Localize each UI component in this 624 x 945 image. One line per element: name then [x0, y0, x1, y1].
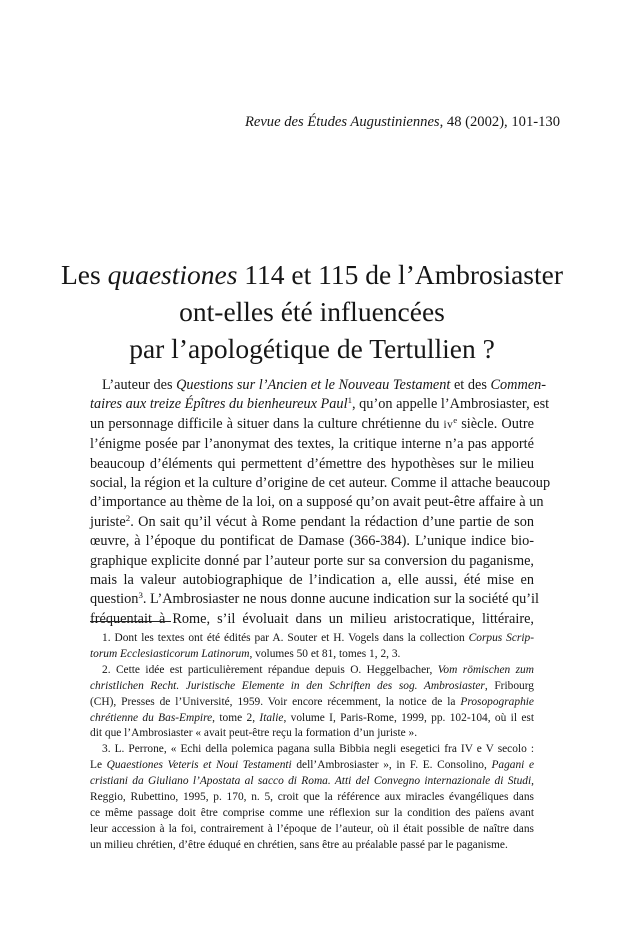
footnote-1: 1. Dont les textes ont été édités par A. Souter et H. Vogels dans la collection Corpus Scrip- [102, 632, 535, 644]
footnote-3: 3. L. Perrone, « Echi della polemica pagana sulla Bibbia negli esegetici fra IV e V secolo : [102, 743, 534, 756]
journal-volume: , 48 (2002), 101-130 [439, 114, 560, 130]
footnote-rule [90, 621, 171, 622]
text-line: juriste$^2$. On sait qu’il vécut à Rome pendant la rédaction d’une partie de son [90, 512, 534, 530]
article-title [30, 256, 594, 367]
footnote-2-cont: chrétienne du Bas-Empire, tome 2, Italie, volume I, Paris-Rome, 1999, pp. 102-104, où il est [90, 711, 534, 724]
footnote-3-cont: cristiani da Giuliano l’Apostata al sacco di Roma. Atti del Convegno internazionale di Studi, [90, 775, 534, 788]
footnote-3-cont: un milieu chrétien, d’être éduqué en chrétien, sans être au préalable passé par le paganisme. [90, 838, 508, 851]
text-line: mais la valeur autobiographique de l’indication a, elle aussi, été mise en [90, 572, 534, 589]
text-line: fréquentait à Rome, s’il évoluait dans un milieu aristocratique, littéraire, [90, 610, 534, 627]
journal-name: Revue des Études Augustiniennes [244, 114, 440, 130]
title-line: par l’apologétique de Tertullien ? [129, 333, 495, 364]
text-line: œuvre, à l’époque du pontificat de Damase (366-384). L’unique indice bio- [90, 533, 534, 550]
text-line: l’énigme posée par l’anonymat des textes, la critique interne n’a pas apporté [90, 436, 534, 453]
text-line: d’importance au thème de la loi, on a supposé qu’on avait peut-être affaire à un [90, 494, 544, 511]
footnote-2-cont: (CH), Presses de l’Université, 1959. Voir encore récemment, la notice de la Prosopographie [90, 695, 534, 708]
text-line: un personnage difficile à situer dans la culture chrétienne du $iv^e$ siècle. Outre [90, 414, 534, 432]
footnote-ref[interactable]: 2 [125, 512, 131, 523]
footnote-3-cont: Reggio, Rubettino, 1995, p. 170, n. 5, croit que la référence aux miracles évangéliques dans [90, 791, 534, 804]
footnote-ref[interactable]: 3 [138, 590, 143, 601]
title-line: Les quaestiones 114 et 115 de l’Ambrosiaster [60, 259, 564, 290]
running-head [0, 113, 560, 131]
footnote-3-cont: Le Quaestiones Veteris et Noui Testamenti dell’Ambrosiaster », in F. E. Consolino, Pagani e [90, 759, 535, 772]
footnote-3-cont: ce même passage doit être comprise comme une réflexion sur la condition des païens avant [90, 806, 534, 819]
footnotes [90, 631, 534, 854]
title-line: ont-elles été influencées [179, 296, 445, 327]
text-line: L’auteur des Questions sur l’Ancien et le Nouveau Testament et des Commen- [102, 377, 547, 393]
text-line: taires aux treize Épîtres du bienheureux Paul$^1$, qu’on appelle l’Ambrosiaster, est [90, 395, 550, 413]
text-line: social, la région et la culture d’origine de cet auteur. Comme il attache beaucoup [90, 475, 551, 492]
footnote-ref[interactable]: 1 [347, 395, 352, 406]
footnote-2-cont: christlichen Recht. Juristische Elemente in den Schriften des sog. Ambrosiaster, Fribourg [90, 679, 535, 692]
footnote-3-cont: leur accession à la foi, contrairement à l’époque de l’auteur, où il était possible de naître dans [90, 822, 534, 835]
body-paragraph [90, 376, 551, 629]
text-line: question$^3$. L’Ambrosiaster ne nous donne aucune indication sur la société qu’il [90, 590, 540, 608]
footnote-2: 2. Cette idée est particulièrement répandue depuis O. Heggelbacher, Vom römischen zum [102, 663, 534, 676]
footnote-2-cont: dit que l’Ambrosiaster « avait peut-être reçu la formation d’un juriste ». [90, 727, 418, 740]
text-line: graphique explicite donné par l’auteur porte sur sa conversion du paganisme, [90, 552, 534, 569]
text-line: beaucoup d’éléments qui permettent d’émettre des hypothèses sur le milieu [90, 455, 534, 472]
footnote-1-cont: torum Ecclesiasticorum Latinorum, volumes 50 et 81, tomes 1, 2, 3. [90, 647, 401, 660]
